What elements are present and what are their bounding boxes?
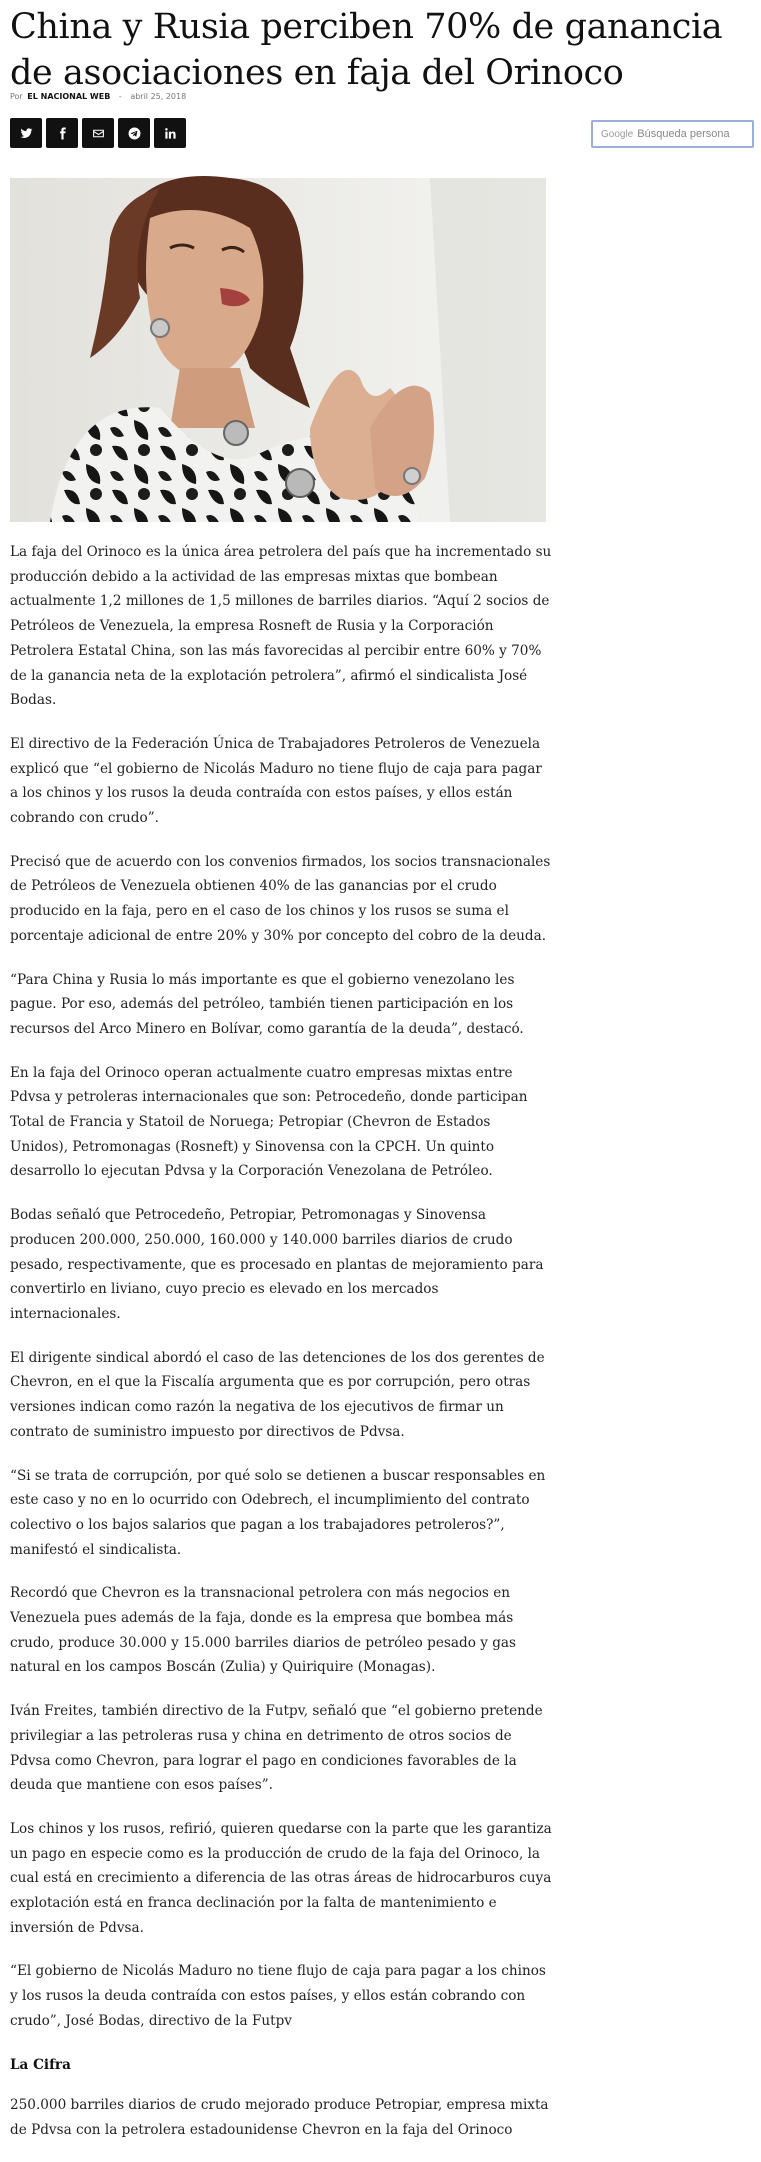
article-photo [10,178,546,522]
article-paragraph: El directivo de la Federación Única de Trabajadores Petroleros de Venezuela explicó que “el gobierno de Nicolás Maduro no tiene flujo de caja para pagar a los chinos y los rusos la deuda contraída con estos países, y ellos están cobrando con crudo”. [10,735,542,827]
share-telegram-button[interactable] [118,118,150,148]
search-placeholder: Búsqueda persona [637,128,730,140]
article-paragraph: En la faja del Orinoco operan actualmente cuatro empresas mixtas entre Pdvsa y petroleras internacionales que son: Petrocedeño, donde participan Total de Francia y Statoil de Noruega; Petropiar (Chevron de Estados Unidos), Petromonagas (Rosneft) y Sinovensa con la CPCH. Un quinto desarrollo lo ejecutan Pdvsa y la Corporación Venezolana de Petróleo. [10,1064,528,1180]
article-photo-image [10,178,546,522]
by-label: Por [10,92,23,101]
search-input[interactable] [591,120,754,148]
publish-date: abril 25, 2018 [130,92,187,101]
share-bar [10,118,186,148]
meta-separator: - [118,92,122,101]
article-title: China y Rusia perciben 70% de ganancia de asociaciones en faja del Orinoco [10,7,723,93]
article-final-paragraph: 250.000 barriles diarios de crudo mejorado produce Petropiar, empresa mixta de Pdvsa con la petrolera estadounidense Chevron en la faja del Orinoco [10,2097,549,2138]
article-paragraph: “Para China y Rusia lo más importante es que el gobierno venezolano les pague. Por eso, además del petróleo, también tienen participación en los recursos del Arco Minero en Bolívar, como garantía de la deuda”, destacó. [10,971,524,1037]
section-subheading: La Cifra [10,2056,71,2073]
article-paragraph: La faja del Orinoco es la única área petrolera del país que ha incrementado su producción debido a la actividad de las empresas mixtas que bombean actualmente 1,2 millones de 1,5 millones de barriles diarios. “Aquí 2 socios de Petróleos de Venezuela, la empresa Rosneft de Rusia y la Corporación Petrolera Estatal China, son las más favorecidas al percibir entre 60% y 70% de la ganancia neta de la explotación petrolera”, afirmó el sindicalista José Bodas. [10,544,552,709]
twitter-icon [20,127,33,140]
article-paragraph: “El gobierno de Nicolás Maduro no tiene flujo de caja para pagar a los chinos y los rusos la deuda contraída con estos países, y ellos están cobrando con crudo”, José Bodas, directivo de la Futpv [10,1963,546,2029]
article-paragraph: Los chinos y los rusos, refirió, quieren quedarse con la parte que les garantiza un pago en especie como es la producción de crudo de la faja del Orinoco, la cual está en crecimiento a diferencia de las otras áreas de hidrocarburos cuya explotación está en franca declinación por la falta de mantenimiento e inversión de Pdvsa. [10,1820,552,1936]
article-meta [10,92,186,101]
share-facebook-button[interactable] [46,118,78,148]
telegram-icon [128,127,141,140]
share-email-button[interactable] [82,118,114,148]
share-linkedin-button[interactable] [154,118,186,148]
article-paragraph: Bodas señaló que Petrocedeño, Petropiar, Petromonagas y Sinovensa producen 200.000, 250.000, 160.000 y 140.000 barriles diarios de crudo pesado, respectivamente, que es procesado en plantas de mejoramiento para convertirlo en liviano, cuyo precio es elevado en los mercados internacionales. [10,1207,544,1322]
article-paragraph: Precisó que de acuerdo con los convenios firmados, los socios transnacionales de Petróleos de Venezuela obtienen 40% de las ganancias por el crudo producido en la faja, pero en el caso de los chinos y los rusos se suma el porcentaje adicional de entre 20% y 30% por concepto del cobro de la deuda. [10,853,551,944]
article-paragraph: Recordó que Chevron es la transnacional petrolera con más negocios en Venezuela pues además de la faja, donde es la empresa que bombea más crudo, produce 30.000 y 15.000 barriles diarios de petróleo pesado y gas natural en los campos Boscán (Zulia) y Quiriquire (Monagas). [10,1585,516,1676]
article-paragraph: Iván Freites, también directivo de la Futpv, señaló que “el gobierno pretende privilegiar a las petroleras rusa y china en detrimento de otros socios de Pdvsa como Chevron, para lograr el pago en condiciones favorables de la deuda que mantiene con esos países”. [10,1703,543,1794]
author-link[interactable]: EL NACIONAL WEB [27,92,111,101]
article-paragraph: El dirigente sindical abordó el caso de las detenciones de los dos gerentes de Chevron, en el que la Fiscalía argumenta que es por corrupción, pero otras versiones indican como razón la negativa de los ejecutivos de firmar un contrato de suministro impuesto por directivos de Pdvsa. [10,1349,545,1440]
share-twitter-button[interactable] [10,118,42,148]
facebook-icon [56,127,69,140]
article-paragraph: “Si se trata de corrupción, por qué solo se detienen a buscar responsables en este caso y no en lo ocurrido con Odebrech, el incumplimiento del contrato colectivo o los bajos salarios que pagan a los trabajadores petroleros?”, manifestó el sindicalista. [10,1467,546,1558]
linkedin-icon [164,127,177,140]
search-brand: Google [601,128,634,140]
article-body [10,540,552,2162]
email-icon [92,127,105,140]
